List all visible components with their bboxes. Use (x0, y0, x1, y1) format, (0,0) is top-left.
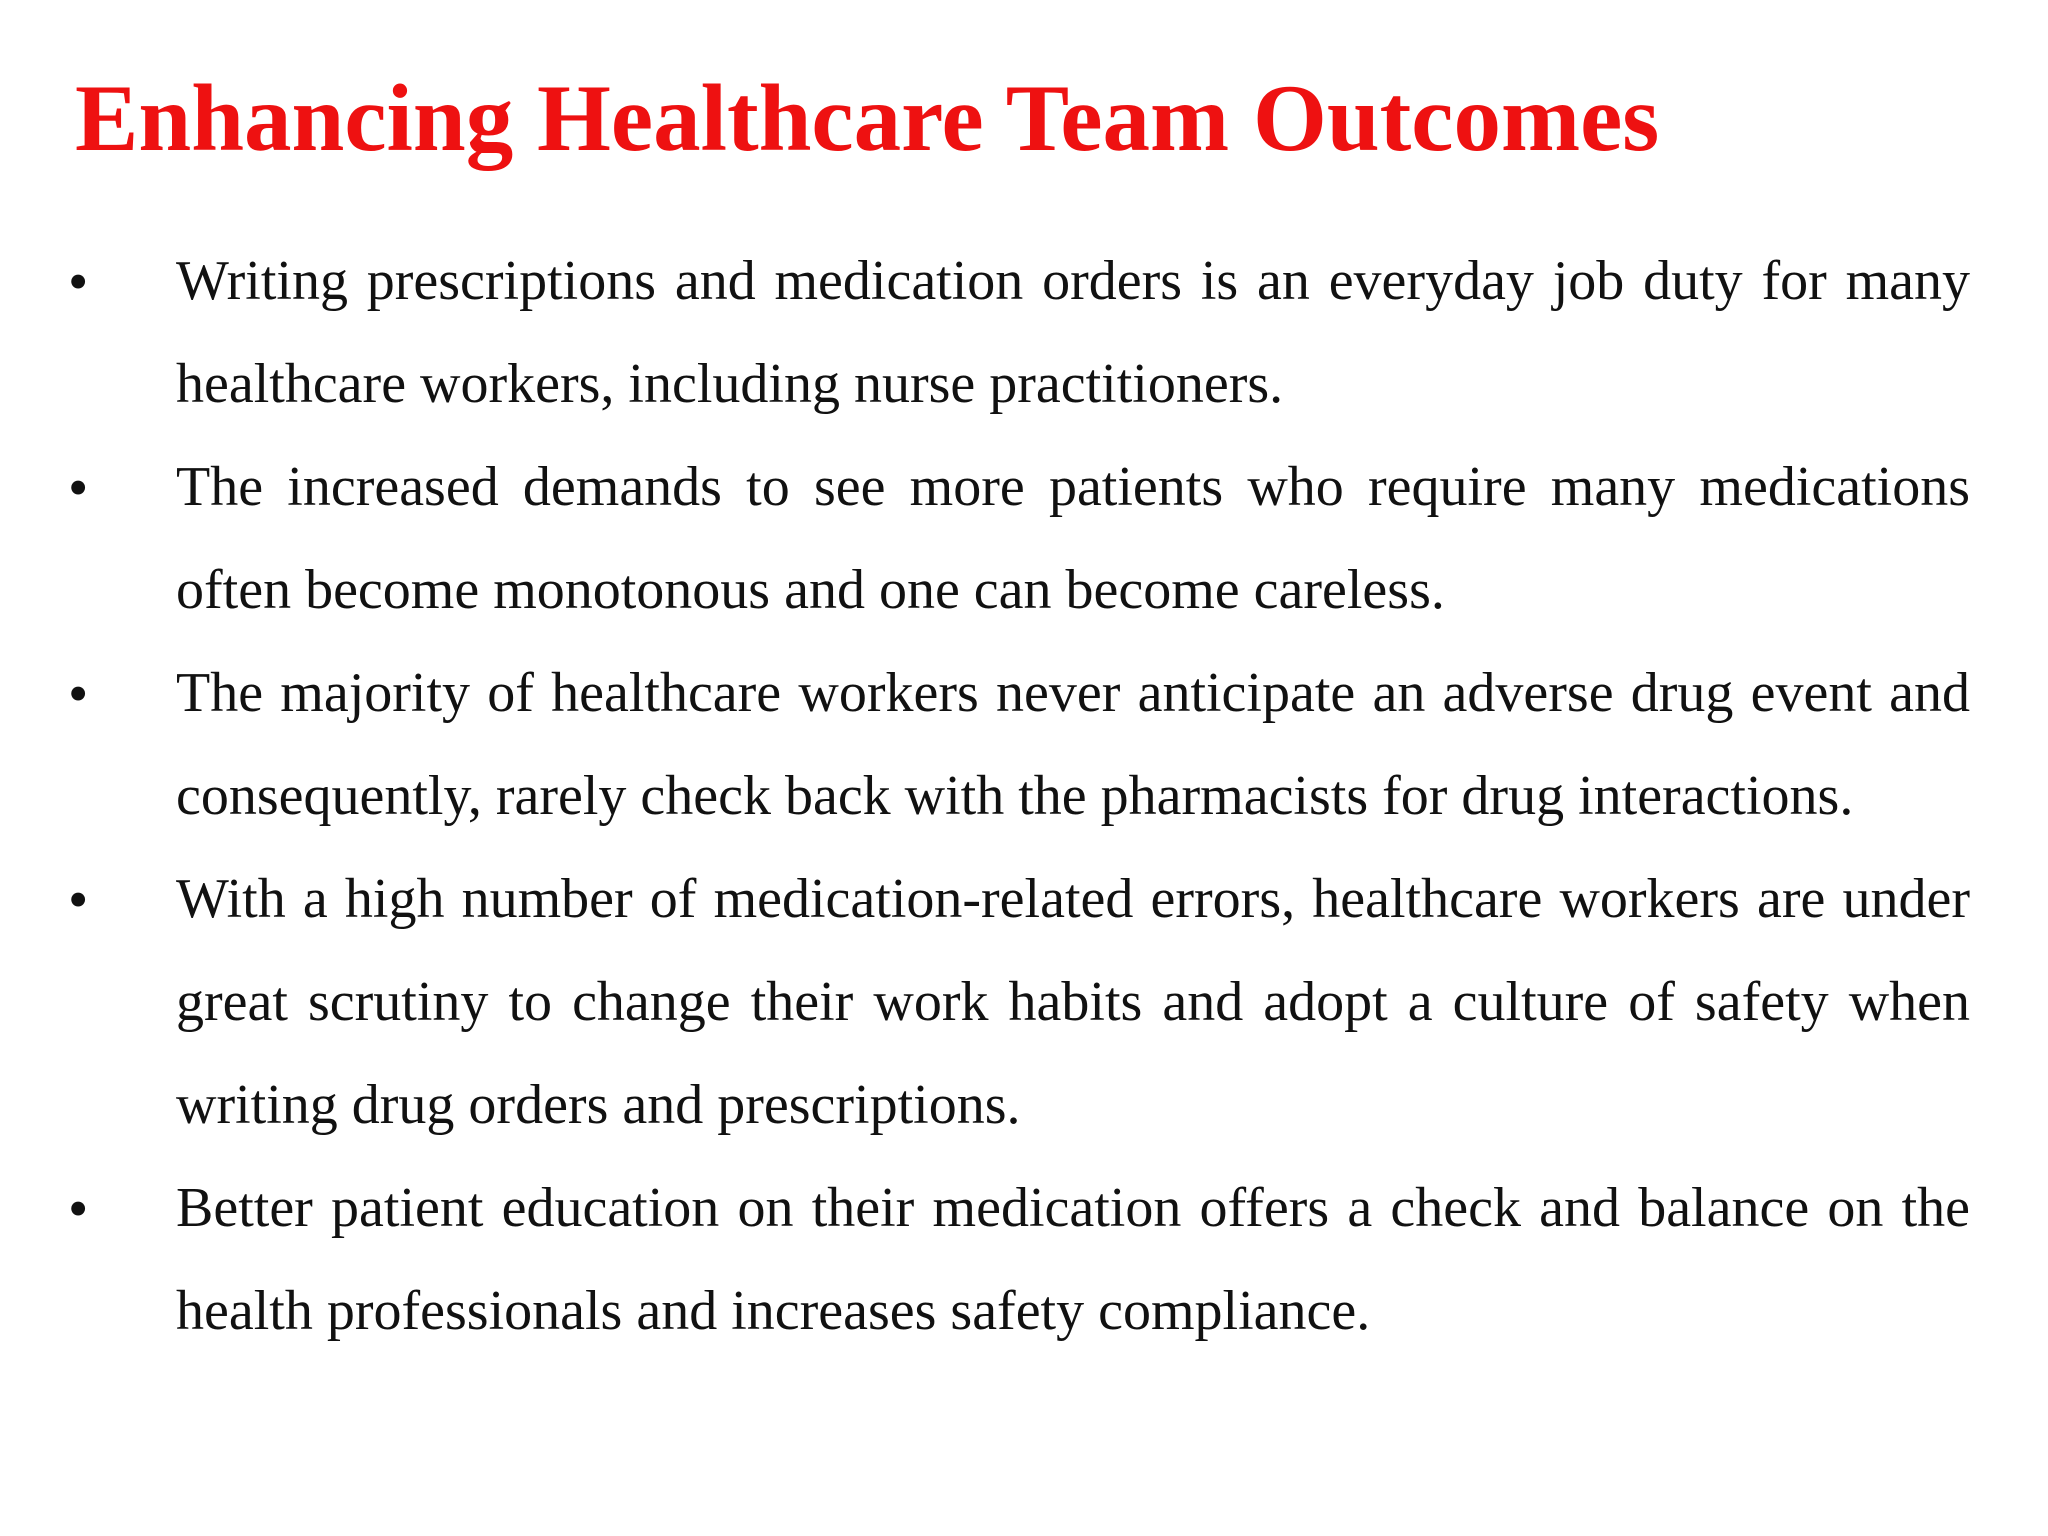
bullet-text: The increased demands to see more patients who require many medications often become monotonous and one can become careless. (176, 456, 1970, 621)
bullet-icon: • (68, 455, 89, 520)
bullet-item (68, 436, 1970, 642)
bullet-text: Better patient education on their medication offers a check and balance on the health professionals and increases safety compliance. (176, 1177, 1970, 1342)
bullet-icon: • (68, 661, 89, 726)
bullet-item (68, 642, 1970, 848)
bullet-item (68, 1157, 1970, 1363)
bullet-icon: • (68, 1176, 89, 1241)
bullet-item (68, 848, 1970, 1157)
bullet-list (68, 230, 1970, 1363)
slide-title: Enhancing Healthcare Team Outcomes (75, 65, 1660, 171)
bullet-item (68, 230, 1970, 436)
bullet-icon: • (68, 867, 89, 932)
bullet-icon: • (68, 249, 89, 314)
bullet-text: The majority of healthcare workers never anticipate an adverse drug event and consequently, rarely check back with the pharmacists for drug interactions. (176, 662, 1970, 827)
bullet-text: With a high number of medication-related errors, healthcare workers are under great scrutiny to change their work habits and adopt a culture of safety when writing drug orders and prescriptions. (176, 868, 1970, 1136)
bullet-text: Writing prescriptions and medication orders is an everyday job duty for many healthcare workers, including nurse practitioners. (176, 250, 1970, 415)
